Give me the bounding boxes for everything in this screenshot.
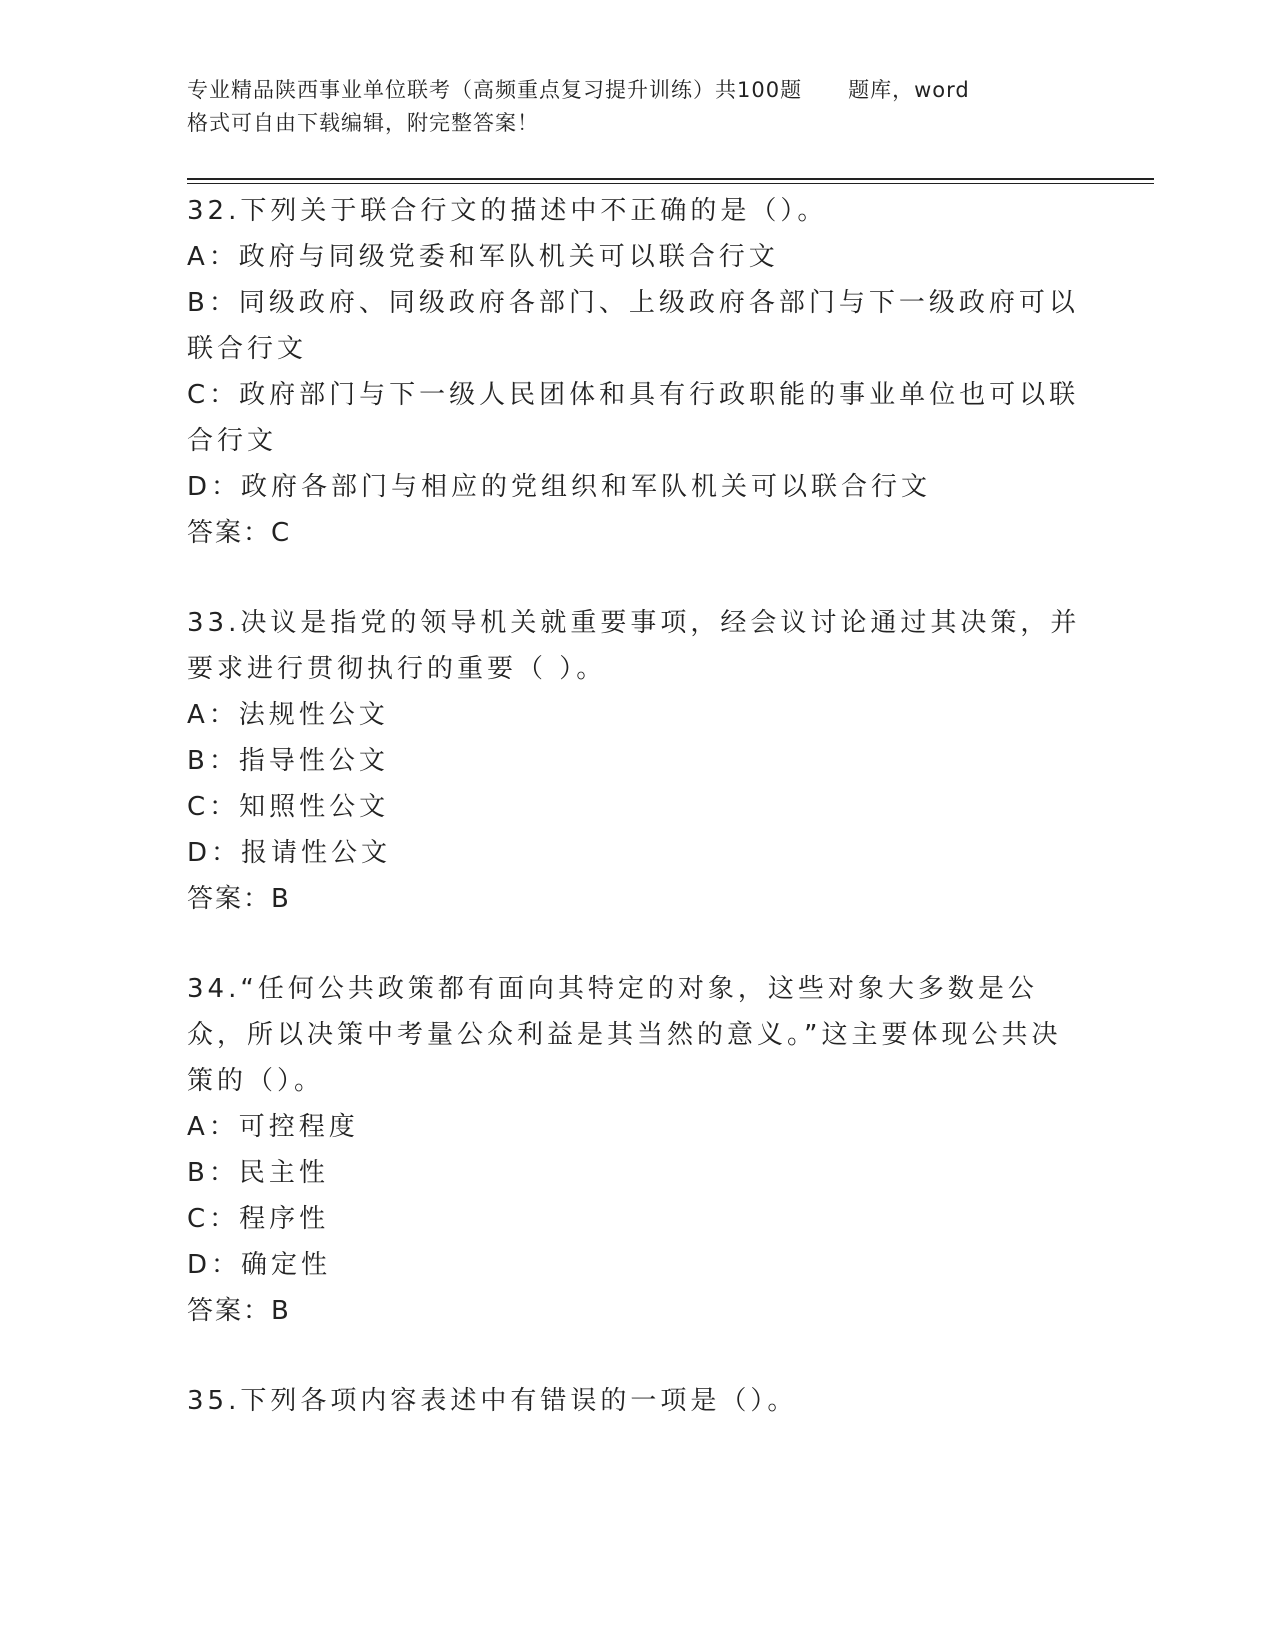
question-list <box>187 188 1087 1468</box>
question-text: 32.下列关于联合行文的描述中不正确的是（）。 <box>187 196 828 226</box>
answer-line: 答案：B <box>187 884 291 914</box>
option-b: B：指导性公文 <box>187 746 389 776</box>
answer-line: 答案：C <box>187 518 292 548</box>
option-c: C：程序性 <box>187 1204 330 1234</box>
option-b: B：同级政府、同级政府各部门、上级政府各部门与下一级政府可以联合行文 <box>187 288 1079 364</box>
question-text: 34.“任何公共政策都有面向其特定的对象，这些对象大多数是公众，所以决策中考量公众利益是其当然的意义。”这主要体现公共决策的（）。 <box>187 974 1062 1096</box>
header-divider-thin <box>187 183 1154 184</box>
question-34 <box>187 966 1087 1334</box>
option-c: C：政府部门与下一级人民团体和具有行政职能的事业单位也可以联合行文 <box>187 380 1080 456</box>
question-35 <box>187 1378 1087 1424</box>
option-d: D：报请性公文 <box>187 838 392 868</box>
option-d: D：确定性 <box>187 1250 332 1280</box>
option-b: B：民主性 <box>187 1158 329 1188</box>
option-d: D：政府各部门与相应的党组织和军队机关可以联合行文 <box>187 472 932 502</box>
option-a: A：法规性公文 <box>187 700 389 730</box>
question-text: 33.决议是指党的领导机关就重要事项，经会议讨论通过其决策，并要求进行贯彻执行的重要（ ）。 <box>187 608 1081 684</box>
option-a: A：政府与同级党委和军队机关可以联合行文 <box>187 242 779 272</box>
answer-line: 答案：B <box>187 1296 291 1326</box>
header-line-2: 格式可自由下载编辑，附完整答案！ <box>187 111 539 135</box>
page-header <box>187 74 1087 140</box>
option-a: A：可控程度 <box>187 1112 359 1142</box>
question-32 <box>187 188 1087 556</box>
question-text: 35.下列各项内容表述中有错误的一项是（）。 <box>187 1386 798 1416</box>
question-33 <box>187 600 1087 922</box>
header-line-1: 专业精品陕西事业单位联考（高频重点复习提升训练）共100题 题库，word <box>187 78 970 102</box>
option-c: C：知照性公文 <box>187 792 390 822</box>
header-divider-thick <box>187 178 1154 180</box>
